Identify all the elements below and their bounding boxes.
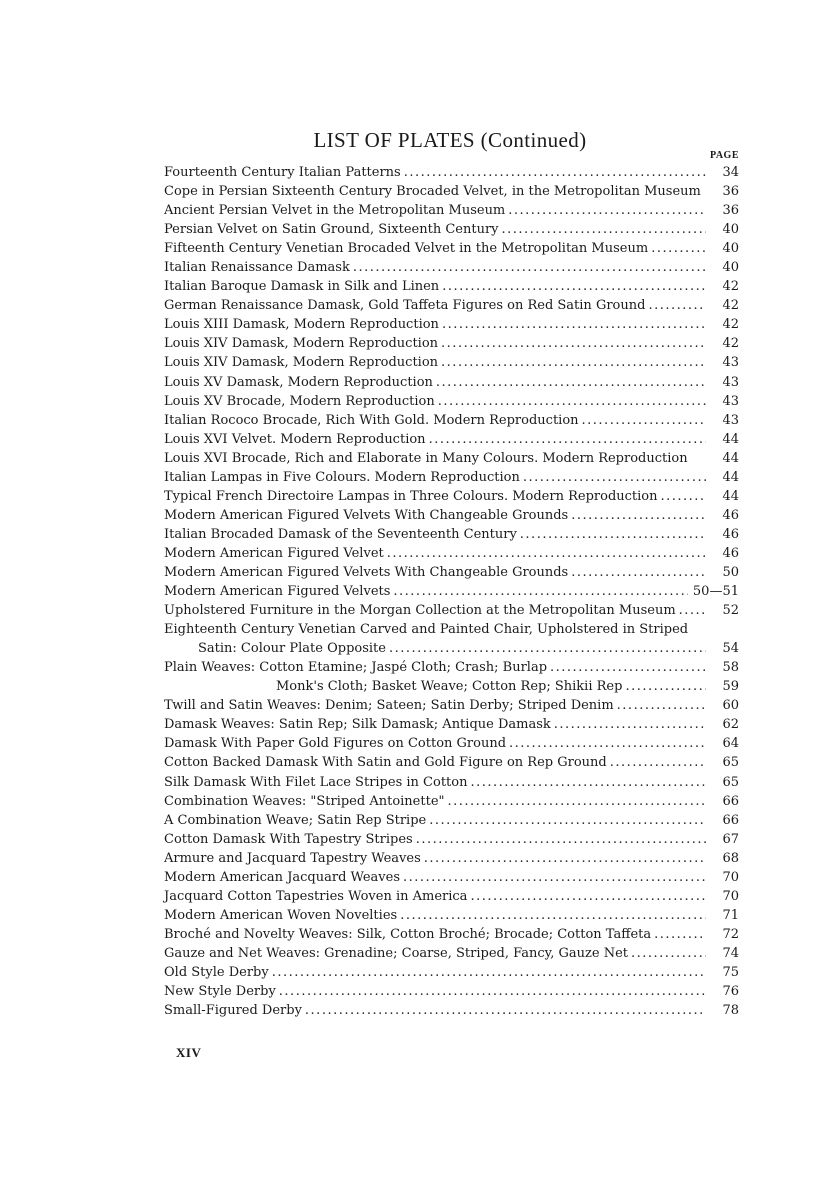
- entry-title: A Combination Weave; Satin Rep Stripe: [164, 812, 427, 828]
- dot-leader: [502, 220, 706, 239]
- entry-title: Plain Weaves: Cotton Etamine; Jaspé Cloth; Crash; Burlap: [164, 660, 548, 676]
- dot-leader: [442, 277, 706, 296]
- list-item: [164, 849, 739, 868]
- entry-page: 58: [722, 660, 739, 676]
- entry-page: 66: [722, 812, 739, 828]
- dot-leader: [610, 753, 706, 772]
- dot-leader: [441, 334, 706, 353]
- entry-title: Modern American Woven Novelties: [164, 907, 398, 923]
- list-item: [164, 830, 739, 849]
- list-item: [164, 677, 739, 696]
- entry-title: Modern American Figured Velvets: [164, 584, 391, 600]
- list-item: [164, 411, 739, 430]
- dot-leader: [648, 296, 706, 315]
- dot-leader: [436, 373, 706, 392]
- list-item: [164, 1001, 739, 1020]
- list-item: [164, 258, 739, 277]
- dot-leader: [679, 601, 706, 620]
- entry-title: Ancient Persian Velvet in the Metropolitan Museum: [164, 203, 506, 219]
- entry-title: Persian Velvet on Satin Ground, Sixteenth Century: [164, 222, 499, 238]
- list-item: [164, 620, 739, 639]
- entry-page: 66: [722, 793, 739, 809]
- entry-title: Italian Rococo Brocade, Rich With Gold. Modern Reproduction: [164, 412, 579, 428]
- entry-title: Italian Lampas in Five Colours. Modern Reproduction: [164, 469, 520, 485]
- page-title: LIST OF PLATES (Continued): [313, 128, 587, 152]
- entry-page: 42: [722, 298, 739, 314]
- dot-leader: [470, 773, 706, 792]
- entry-title: Monk's Cloth; Basket Weave; Cotton Rep; Shikii Rep: [276, 679, 623, 695]
- entry-title: Fourteenth Century Italian Patterns: [164, 165, 401, 180]
- entry-page: 65: [722, 755, 739, 771]
- dot-leader: [279, 982, 706, 1001]
- dot-leader: [416, 830, 706, 849]
- entry-page: 76: [722, 984, 739, 1000]
- list-item: [164, 525, 739, 544]
- dot-leader: [353, 258, 706, 277]
- entry-page: 62: [722, 717, 739, 733]
- dot-leader: [631, 944, 706, 963]
- dot-leader: [550, 658, 706, 677]
- entry-title: Cope in Persian Sixteenth Century Brocaded Velvet, in the Metropolitan Museum: [164, 184, 701, 200]
- list-item: [164, 658, 739, 677]
- entry-page: 70: [722, 888, 739, 904]
- entry-title: Italian Brocaded Damask of the Seventeenth Century: [164, 526, 517, 542]
- dot-leader: [520, 525, 706, 544]
- entry-title: Louis XIV Damask, Modern Reproduction: [164, 355, 439, 371]
- entry-page: 54: [722, 641, 739, 657]
- dot-leader: [429, 811, 706, 830]
- list-item: [164, 277, 739, 296]
- list-item: [164, 715, 739, 734]
- entry-page: 68: [722, 850, 739, 866]
- entry-page: 72: [722, 926, 739, 942]
- entry-title: Damask Weaves: Satin Rep; Silk Damask; Antique Damask: [164, 717, 551, 733]
- list-item: [164, 163, 739, 182]
- dot-leader: [442, 315, 706, 334]
- entry-page: 64: [722, 736, 739, 752]
- entry-page: 43: [722, 412, 739, 428]
- entry-title: Modern American Figured Velvets With Changeable Grounds: [164, 507, 569, 523]
- dot-leader: [438, 392, 706, 411]
- list-item: [164, 868, 739, 887]
- list-item: [164, 773, 739, 792]
- entry-title: Gauze and Net Weaves: Grenadine; Coarse, Striped, Fancy, Gauze Net: [164, 945, 628, 961]
- list-item: [164, 468, 739, 487]
- entry-title: Typical French Directoire Lampas in Three Colours. Modern Reproduction: [164, 488, 658, 504]
- list-item: [164, 296, 739, 315]
- entry-page: 46: [722, 507, 739, 523]
- entry-title: New Style Derby: [164, 984, 276, 1000]
- dot-leader: [400, 906, 706, 925]
- list-item: [164, 506, 739, 525]
- entry-title: Louis XVI Brocade, Rich and Elaborate in Many Colours. Modern Reproduction: [164, 450, 688, 466]
- entry-page: 40: [722, 260, 739, 276]
- page-folio: XIV: [176, 1045, 202, 1060]
- dot-leader: [571, 506, 706, 525]
- dot-leader: [272, 963, 706, 982]
- entry-title: Jacquard Cotton Tapestries Woven in America: [164, 888, 468, 904]
- dot-leader: [424, 849, 706, 868]
- entry-page: 78: [722, 1003, 739, 1019]
- entry-page: 40: [722, 222, 739, 238]
- entry-page: 67: [722, 831, 739, 847]
- list-item: [164, 487, 739, 506]
- entry-title: Armure and Jacquard Tapestry Weaves: [164, 850, 421, 866]
- entry-page: 44: [722, 469, 739, 485]
- entry-title: Louis XIV Damask, Modern Reproduction: [164, 336, 439, 352]
- list-item: [164, 639, 739, 658]
- list-item: [164, 944, 739, 963]
- entry-page: 75: [722, 964, 739, 980]
- dot-leader: [523, 468, 706, 487]
- dot-leader: [654, 925, 706, 944]
- entry-page: 43: [722, 374, 739, 390]
- entry-page: 36: [722, 203, 739, 219]
- entry-title: Fifteenth Century Venetian Brocaded Velvet in the Metropolitan Museum: [164, 241, 649, 257]
- list-item: [164, 887, 739, 906]
- entry-title: Silk Damask With Filet Lace Stripes in Cotton: [164, 774, 468, 790]
- entry-title: Louis XV Brocade, Modern Reproduction: [164, 393, 435, 409]
- dot-leader: [617, 696, 706, 715]
- entry-title: Broché and Novelty Weaves: Silk, Cotton Broché; Brocade; Cotton Taffeta: [164, 926, 652, 942]
- list-item: [164, 373, 739, 392]
- dot-leader: [448, 792, 707, 811]
- dot-leader: [582, 411, 706, 430]
- entry-title: Louis XVI Velvet. Modern Reproduction: [164, 431, 426, 447]
- entry-title: Italian Baroque Damask in Silk and Linen: [164, 279, 440, 295]
- entry-title: Modern American Jacquard Weaves: [164, 869, 400, 885]
- list-item: [164, 753, 739, 772]
- entry-page: 50: [722, 564, 739, 580]
- list-item: [164, 239, 739, 258]
- entry-title: Modern American Figured Velvet: [164, 545, 384, 561]
- dot-leader: [429, 430, 706, 449]
- list-item: [164, 201, 739, 220]
- entry-title: Old Style Derby: [164, 964, 269, 980]
- entry-page: 44: [722, 488, 739, 504]
- entry-title: Louis XIII Damask, Modern Reproduction: [164, 317, 439, 333]
- entry-title: Upholstered Furniture in the Morgan Collection at the Metropolitan Museum: [164, 603, 676, 619]
- entry-page: 74: [722, 945, 739, 961]
- dot-leader: [509, 734, 706, 753]
- entry-page: 43: [722, 355, 739, 371]
- entry-page: 36: [722, 184, 739, 200]
- entry-title: Satin: Colour Plate Opposite: [198, 641, 386, 657]
- entry-page: 40: [722, 241, 739, 257]
- list-item: [164, 430, 739, 449]
- list-item: [164, 220, 739, 239]
- list-item: [164, 392, 739, 411]
- entry-page: 65: [722, 774, 739, 790]
- entry-title: Twill and Satin Weaves: Denim; Sateen; Satin Derby; Striped Denim: [164, 698, 614, 714]
- list-item: [164, 963, 739, 982]
- entry-title: Modern American Figured Velvets With Changeable Grounds: [164, 564, 569, 580]
- list-item: [164, 182, 739, 201]
- list-item: [164, 792, 739, 811]
- dot-leader: [625, 677, 706, 696]
- dot-leader: [508, 201, 706, 220]
- entry-page: 44: [722, 431, 739, 447]
- entry-title: Cotton Damask With Tapestry Stripes: [164, 831, 413, 847]
- page-column-header: PAGE: [709, 150, 739, 161]
- dot-leader: [470, 887, 706, 906]
- list-item: [164, 544, 739, 563]
- list-item: [164, 696, 739, 715]
- dot-leader: [571, 563, 706, 582]
- entry-page: 42: [722, 336, 739, 352]
- entry-title: Damask With Paper Gold Figures on Cotton Ground: [164, 736, 507, 752]
- dot-leader: [404, 163, 706, 182]
- dot-leader: [305, 1001, 706, 1020]
- entry-page: 34: [722, 165, 739, 180]
- plates-list: [164, 163, 739, 1020]
- list-item: [164, 334, 739, 353]
- entry-page: 70: [722, 869, 739, 885]
- entry-page: 44: [722, 450, 739, 466]
- list-item: [164, 315, 739, 334]
- dot-leader: [389, 639, 706, 658]
- entry-title: German Renaissance Damask, Gold Taffeta Figures on Red Satin Ground: [164, 298, 646, 314]
- list-item: [164, 925, 739, 944]
- entry-title: Italian Renaissance Damask: [164, 260, 350, 276]
- entry-title: Combination Weaves: "Striped Antoinette": [164, 793, 445, 809]
- dot-leader: [651, 239, 706, 258]
- entry-title: Louis XV Damask, Modern Reproduction: [164, 374, 433, 390]
- entry-page: 42: [722, 317, 739, 333]
- entry-page: 59: [722, 679, 739, 695]
- entry-title: Small-Figured Derby: [164, 1003, 302, 1019]
- entry-page: 60: [722, 698, 739, 714]
- list-item: [164, 582, 739, 601]
- list-item: [164, 982, 739, 1001]
- entry-page: 50—51: [692, 584, 739, 600]
- entry-title: Eighteenth Century Venetian Carved and Painted Chair, Upholstered in Striped: [164, 622, 689, 638]
- list-item: [164, 811, 739, 830]
- dot-leader: [441, 353, 706, 372]
- dot-leader: [554, 715, 706, 734]
- list-item: [164, 906, 739, 925]
- entry-page: 46: [722, 545, 739, 561]
- entry-title: Cotton Backed Damask With Satin and Gold Figure on Rep Ground: [164, 755, 607, 771]
- dot-leader: [387, 544, 706, 563]
- list-item: [164, 353, 739, 372]
- list-item: [164, 563, 739, 582]
- entry-page: 52: [722, 603, 739, 619]
- dot-leader: [393, 582, 688, 601]
- entry-page: 71: [722, 907, 739, 923]
- list-item: [164, 601, 739, 620]
- entry-page: 42: [722, 279, 739, 295]
- list-item: [164, 734, 739, 753]
- entry-page: 43: [722, 393, 739, 409]
- list-item: [164, 449, 739, 468]
- entry-page: 46: [722, 526, 739, 542]
- dot-leader: [661, 487, 707, 506]
- dot-leader: [403, 868, 706, 887]
